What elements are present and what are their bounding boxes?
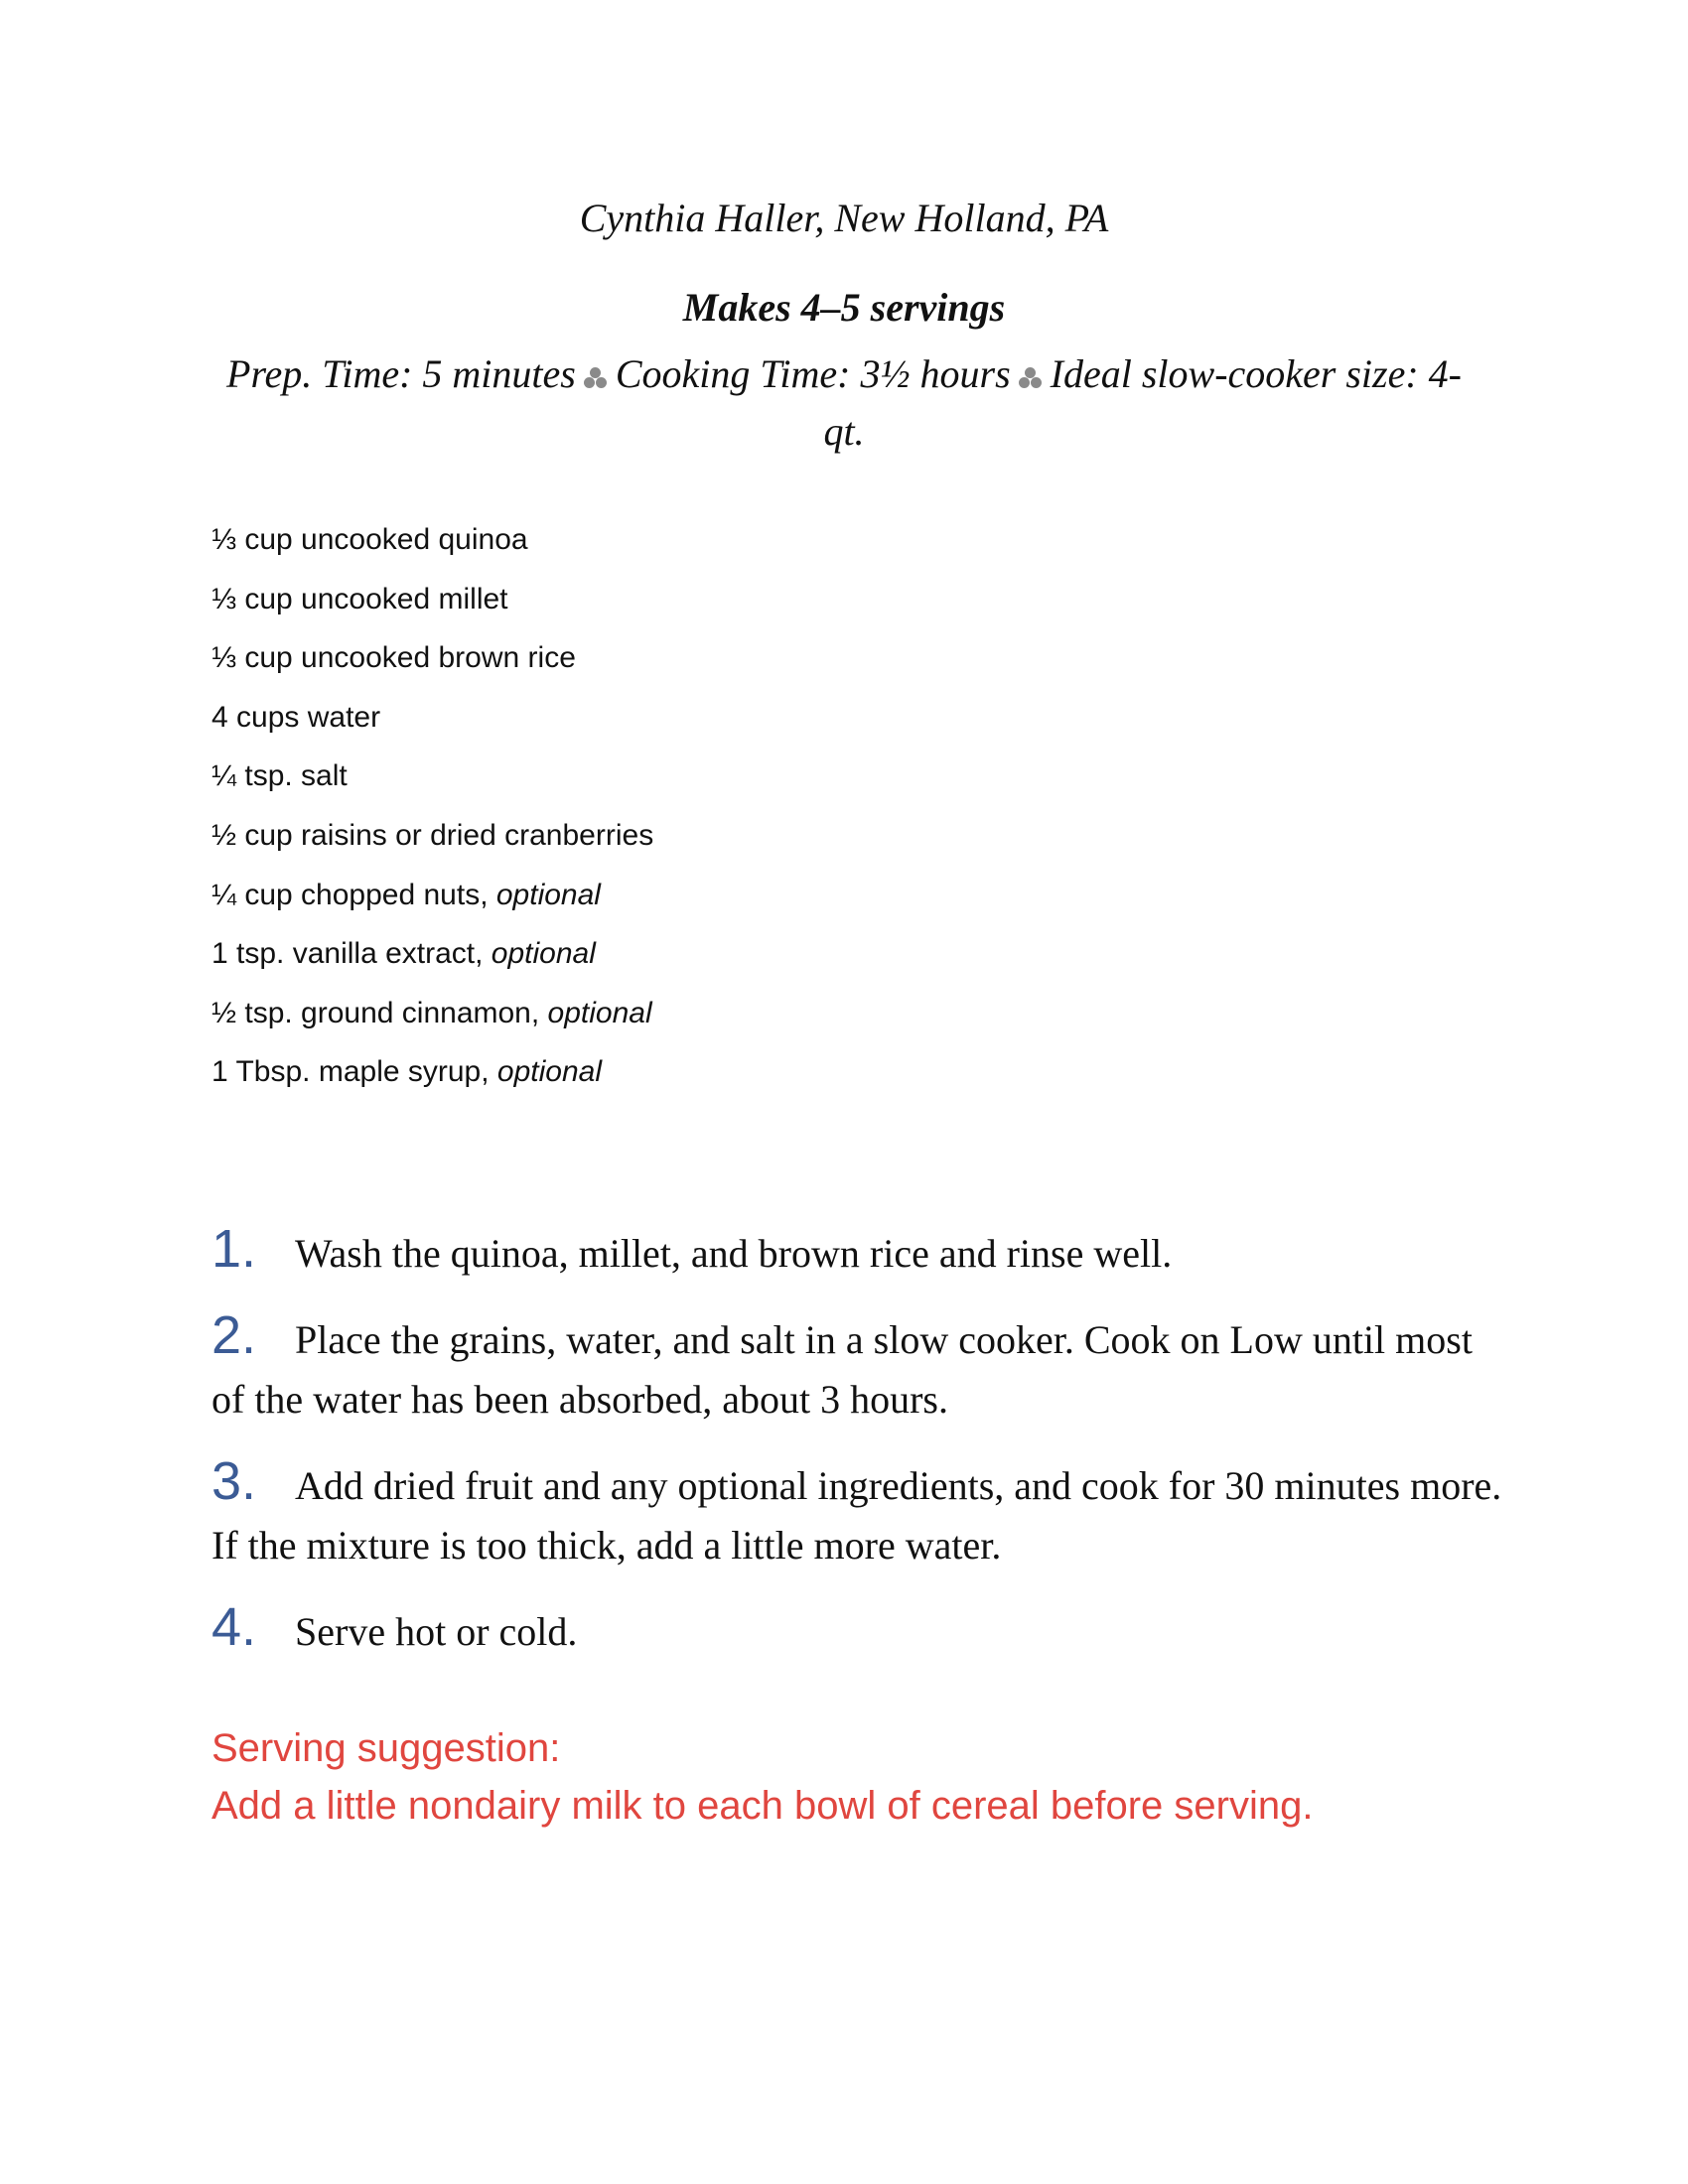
trefoil-bullet-icon	[1019, 365, 1043, 389]
ingredient-optional: optional	[496, 1055, 603, 1089]
serving-suggestion	[211, 1719, 1502, 1835]
ingredient-item	[211, 756, 653, 816]
cooking-time: Cooking Time: 3½ hours	[615, 351, 1011, 396]
serving-suggestion-heading: Serving suggestion:	[211, 1726, 561, 1770]
step-number: 3.	[211, 1451, 257, 1511]
ingredient-item	[211, 1052, 653, 1112]
prep-time: Prep. Time: 5 minutes	[226, 351, 576, 396]
ingredient-item	[211, 520, 653, 580]
ingredient-optional: optional	[491, 937, 596, 971]
ingredient-text: 1 tsp. vanilla extract,	[211, 937, 492, 971]
ingredient-item	[211, 698, 653, 757]
step-item	[211, 1219, 1502, 1284]
instruction-steps	[211, 1219, 1502, 1684]
recipe-author: Cynthia Haller, New Holland, PA	[579, 196, 1109, 240]
recipe-servings: Makes 4–5 servings	[682, 285, 1006, 330]
step-text: Add dried fruit and any optional ingredients, and cook for 30 minutes more. If the mixture is too thick, add a little more water.	[211, 1463, 1502, 1568]
cooker-size: Ideal slow-cooker size: 4-qt.	[823, 351, 1462, 454]
ingredient-text: ⅓ cup uncooked quinoa	[211, 523, 528, 556]
ingredient-optional: optional	[547, 996, 652, 1029]
step-item	[211, 1305, 1502, 1430]
ingredient-text: ⅓ cup uncooked brown rice	[211, 641, 576, 675]
ingredient-item	[211, 816, 653, 876]
ingredient-list	[211, 520, 653, 1112]
ingredient-text: ¼ cup chopped nuts,	[211, 878, 496, 911]
ingredient-item	[211, 994, 653, 1053]
ingredient-text: ½ tsp. ground cinnamon,	[211, 996, 548, 1029]
ingredient-text: ⅓ cup uncooked millet	[211, 582, 508, 615]
ingredient-text: ½ cup raisins or dried cranberries	[211, 818, 654, 852]
trefoil-bullet-icon	[584, 365, 608, 389]
step-text: Place the grains, water, and salt in a slow cooker. Cook on Low until most of the water has been absorbed, about 3 hours.	[211, 1317, 1473, 1422]
step-number: 1.	[211, 1219, 257, 1279]
ingredient-item	[211, 580, 653, 639]
step-item	[211, 1597, 1502, 1662]
recipe-times	[211, 345, 1477, 461]
ingredient-text: 1 Tbsp. maple syrup,	[211, 1055, 497, 1089]
step-text: Wash the quinoa, millet, and brown rice and rinse well.	[295, 1231, 1173, 1276]
ingredient-item	[211, 876, 653, 935]
ingredient-optional: optional	[495, 878, 601, 911]
ingredient-item	[211, 934, 653, 994]
ingredient-text: 4 cups water	[211, 700, 381, 734]
ingredient-item	[211, 638, 653, 698]
step-text: Serve hot or cold.	[295, 1609, 578, 1654]
step-number: 2.	[211, 1305, 257, 1365]
ingredient-text: ¼ tsp. salt	[211, 759, 348, 793]
step-number: 4.	[211, 1597, 257, 1657]
step-item	[211, 1451, 1502, 1575]
serving-suggestion-text: Add a little nondairy milk to each bowl of cereal before serving.	[211, 1784, 1314, 1828]
